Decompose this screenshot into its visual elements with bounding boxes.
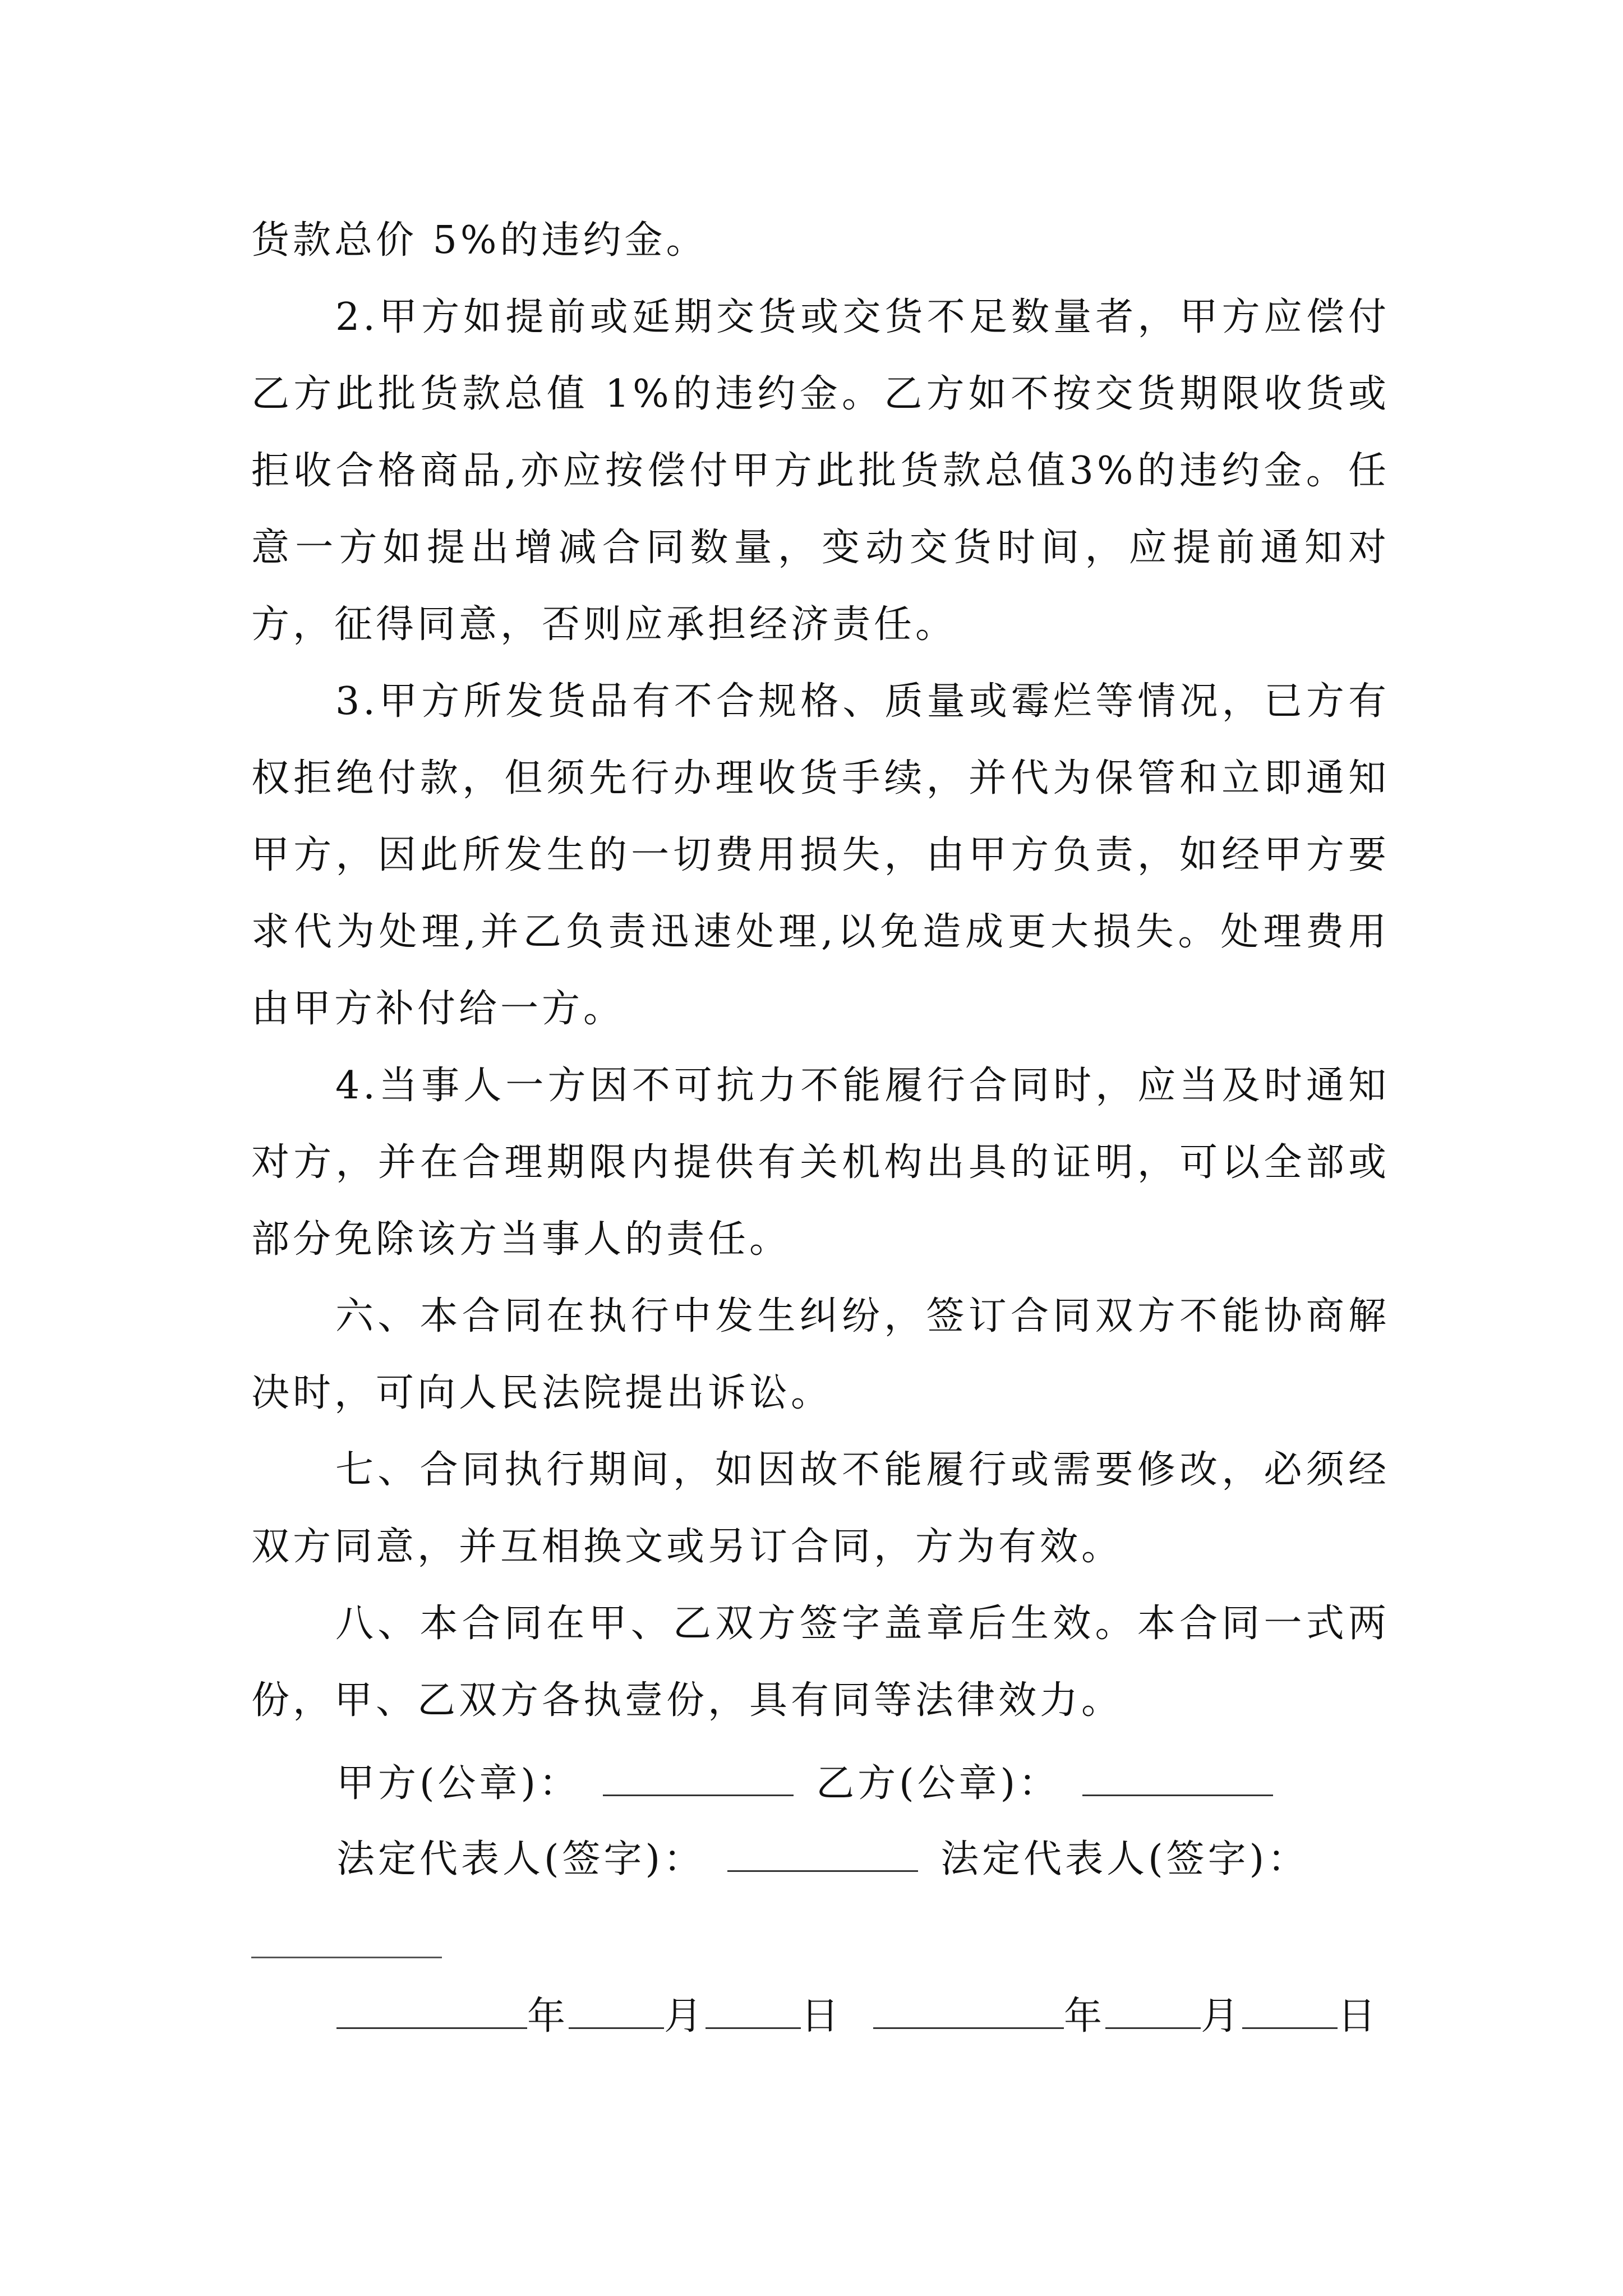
party-a-day-label: 日 [801, 1994, 843, 2039]
paragraph-article-7: 七、合同执行期间，如因故不能履行或需要修改，必须经双方同意，并互相换文或另订合同，方为有效。 [251, 1448, 1390, 1569]
seal-row [336, 1756, 1273, 1812]
party-a-rep-label: 法定代表人(签字)： [336, 1837, 706, 1881]
party-a-month-blank[interactable] [569, 1993, 664, 2029]
party-b-day-label: 日 [1338, 1994, 1380, 2039]
paragraph-article-6: 六、本合同在执行中发生纠纷，签订合同双方不能协商解决时，可向人民法院提出诉讼。 [251, 1294, 1390, 1415]
party-a-year-blank[interactable] [336, 1993, 527, 2029]
party-a-seal-blank[interactable] [603, 1760, 794, 1796]
paragraph-clause-3: 3.甲方所发货品有不合规格、质量或霉烂等情况，已方有权拒绝付款，但须先行办理收货手续，并代为保管和立即通知甲方，因此所发生的一切费用损失，由甲方负责，如经甲方要求代为处理,并乙负责迅速处理,以免造成更大损失。处理费用由甲方补付给一方。 [251, 679, 1390, 1031]
paragraph-clause-2: 2.甲方如提前或延期交货或交货不足数量者，甲方应偿付乙方此批货款总值 1%的违约金。乙方如不按交货期限收货或拒收合格商品,亦应按偿付甲方此批货款总值3%的违约金。任意一方如提出增减合同数量，变动交货时间，应提前通知对方，征得同意，否则应承担经济责任。 [251, 295, 1390, 647]
paragraph-article-8: 八、本合同在甲、乙双方签字盖章后生效。本合同一式两份，甲、乙双方各执壹份，具有同等法律效力。 [251, 1602, 1390, 1723]
party-b-month-label: 月 [1201, 1994, 1243, 2039]
party-b-year-blank[interactable] [873, 1993, 1064, 2029]
representative-row [336, 1832, 1309, 1888]
contract-body [251, 202, 1390, 1739]
party-b-day-blank[interactable] [1242, 1993, 1338, 2029]
party-a-seal-label: 甲方(公章)： [336, 1761, 581, 1806]
party-b-year-label: 年 [1064, 1994, 1106, 2039]
party-b-rep-blank[interactable] [251, 1957, 442, 1958]
paragraph-clause-4: 4.当事人一方因不可抗力不能履行合同时，应当及时通知对方，并在合理期限内提供有关机构出具的证明，可以全部或部分免除该方当事人的责任。 [251, 1064, 1390, 1262]
party-b-seal-label: 乙方(公章)： [816, 1761, 1061, 1806]
party-b-seal-blank[interactable] [1082, 1760, 1273, 1796]
party-b-month-blank[interactable] [1105, 1993, 1201, 2029]
party-a-day-blank[interactable] [706, 1993, 801, 2029]
party-b-rep-label: 法定代表人(签字)： [940, 1837, 1310, 1881]
party-a-month-label: 月 [664, 1994, 706, 2039]
party-a-rep-blank[interactable] [727, 1835, 918, 1872]
paragraph-penalty-continuation: 货款总价 5%的违约金。 [251, 218, 708, 263]
date-row [336, 1989, 1379, 2045]
party-a-year-label: 年 [527, 1994, 569, 2039]
